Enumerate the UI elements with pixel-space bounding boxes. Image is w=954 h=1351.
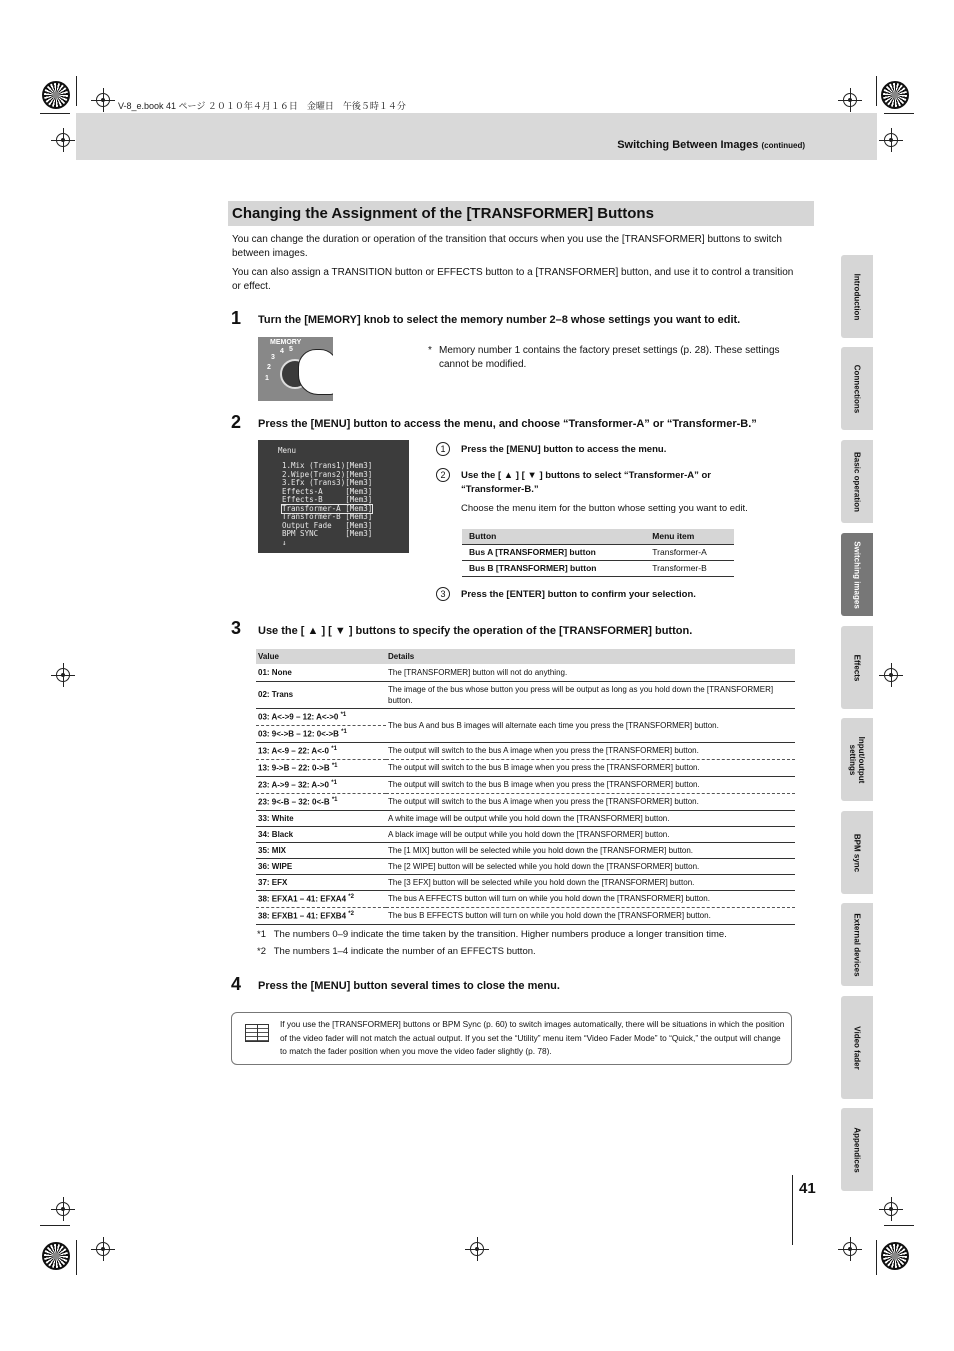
menu-screen-row: 2.Wipe(Trans2)[Mem3] (282, 469, 373, 479)
table-row (256, 842, 795, 858)
knob-number: 4 (280, 348, 284, 355)
menu-screen-row: Transformer-B [Mem3] (282, 512, 373, 521)
details-cell: The output will switch to the bus B image when you press the [TRANSFORMER] button. (386, 759, 795, 776)
details-cell: The image of the bus whose button you press will be output as long as you hold down the [TRANSFORMER] button. (386, 681, 795, 708)
substep-text: Press the [ENTER] button to confirm your selection. (461, 589, 696, 600)
knob-number: 3 (271, 354, 275, 361)
table-row (256, 907, 795, 924)
details-cell: A white image will be output while you hold down the [TRANSFORMER] button. (386, 810, 795, 826)
crop-mark (40, 1225, 70, 1226)
side-tab-label: Introduction (852, 273, 862, 320)
value-text: 23: 9<-B – 32: 0<-B (258, 797, 330, 807)
table-row (256, 708, 795, 725)
substep-text: Use the [ ▲ ] [ ▼ ] buttons to select “Transformer-A” or (461, 470, 711, 481)
footnote-text: The numbers 0–9 indicate the time taken by the transition. Higher numbers produce a longer transition time. (273, 929, 727, 940)
table-row (462, 544, 734, 560)
side-tab-bpm-sync[interactable] (841, 811, 873, 894)
value-cell (256, 776, 386, 793)
side-tab-label: External devices (852, 912, 862, 977)
side-tab-external-devices[interactable] (841, 903, 873, 986)
table-row (256, 858, 795, 874)
table-header-row (462, 529, 734, 544)
note-asterisk: * (428, 345, 432, 356)
registration-mark (884, 668, 898, 682)
table-row (462, 560, 734, 576)
value-cell (256, 759, 386, 776)
value-cell (256, 664, 386, 681)
registration-mark (56, 133, 70, 147)
substep-number: 1 (436, 442, 450, 456)
menu-screen-row-selected: Transformer-A [Mem3] (282, 503, 373, 513)
table-row (256, 890, 795, 907)
side-tab-label: Effects (852, 654, 862, 681)
step-text: Press the [MENU] button several times to close the menu. (258, 980, 560, 992)
menu-screen-title: Menu (278, 446, 297, 455)
side-tab-effects[interactable] (841, 626, 873, 709)
details-cell: The [2 WIPE] button will be selected while you hold down the [TRANSFORMER] button. (386, 858, 795, 874)
knob-number: 2 (267, 364, 271, 371)
table-row (256, 826, 795, 842)
step-text: Use the [ ▲ ] [ ▼ ] buttons to specify the operation of the [TRANSFORMER] button. (258, 625, 693, 637)
value-text: 38: EFXB1 – 41: EFXB4 (258, 911, 347, 921)
side-tab-introduction[interactable] (841, 255, 873, 338)
registration-sunburst-top-left (42, 81, 70, 109)
table-cell: Transformer-A (645, 544, 734, 560)
value-text: 38: EFXA1 – 41: EFXA4 (258, 894, 347, 904)
crop-mark (40, 113, 70, 114)
step-number: 4 (231, 974, 242, 994)
registration-mark (96, 1242, 110, 1256)
menu-screen-row: 1.Mix (Trans1)[Mem3] (282, 461, 373, 470)
footnote-ref: *1 (331, 797, 338, 804)
running-header-continued: (continued) (761, 141, 805, 150)
side-tab-switching-images[interactable] (841, 533, 873, 616)
registration-mark (843, 1242, 857, 1256)
hand-drawing (298, 349, 333, 395)
scroll-down-arrow: ↓ (282, 538, 287, 547)
menu-screen (258, 440, 409, 553)
table-header: Menu item (645, 529, 734, 544)
page-number: 41 (799, 1180, 816, 1197)
footnote-text: The numbers 1–4 indicate the number of an EFFECTS button. (273, 946, 536, 957)
table-header: Value (256, 649, 386, 664)
knob-number: 5 (289, 346, 293, 353)
value-details-table (256, 649, 795, 925)
value-cell (256, 681, 386, 708)
table-row (256, 681, 795, 708)
side-tab-label: Basic operation (852, 451, 862, 512)
step-number: 1 (231, 308, 242, 328)
side-tab-label: Connections (852, 364, 862, 413)
side-tab-label: BPM sync (852, 833, 862, 872)
substep-detail: Choose the menu item for the button whose setting you want to edit. (461, 503, 748, 514)
button-menu-table (462, 529, 734, 577)
intro-paragraph-1: You can change the duration or operation of the transition that occurs when you use the [TRANSFORMER] buttons to switch between images. (232, 234, 782, 259)
memo-text: If you use the [TRANSFORMER] buttons or BPM Sync (p. 60) to switch images automatically, there will be situations in which the position of the video fader will not match the actual output. If you set the “Utility” menu item “Video Fader Mode” to “Quick,” the output will change to match the fader position when you move the video fader slightly (p. 78). (280, 1019, 785, 1056)
value-text: 03: A<->9 – 12: A<->0 (258, 712, 339, 722)
table-header: Button (462, 529, 645, 544)
value-cell (256, 890, 386, 907)
table-row (256, 793, 795, 810)
footnote-mark: *1 (257, 929, 266, 940)
step1-note (428, 344, 798, 372)
details-cell: A black image will be output while you hold down the [TRANSFORMER] button. (386, 826, 795, 842)
footnote-ref: *1 (331, 746, 337, 753)
table-header: Details (386, 649, 795, 664)
registration-mark (56, 1202, 70, 1216)
value-cell (256, 826, 386, 842)
registration-mark (884, 133, 898, 147)
value-cell (256, 810, 386, 826)
footnote (257, 945, 536, 959)
crop-mark (884, 113, 914, 114)
substep-number: 3 (436, 587, 450, 601)
footnote-ref: *2 (348, 894, 354, 901)
knob-label: MEMORY (270, 339, 302, 346)
footnote-ref: *1 (341, 729, 347, 736)
crop-mark (876, 1240, 877, 1275)
memo-book-icon (245, 1024, 269, 1042)
crop-mark (76, 76, 77, 106)
footnote-ref: *2 (348, 911, 354, 918)
value-cell (256, 874, 386, 890)
value-cell (256, 742, 386, 759)
table-row (256, 776, 795, 793)
menu-screen-row: Effects-A [Mem3] (282, 486, 373, 496)
substep-text: “Transformer-B.” (461, 484, 539, 495)
knob-number: 1 (265, 375, 269, 382)
side-tab-label: Appendices (852, 1126, 862, 1173)
step-number: 3 (231, 618, 242, 638)
value-cell (256, 858, 386, 874)
table-row (256, 742, 795, 759)
menu-screen-row: Output Fade [Mem3] (282, 520, 373, 530)
side-tab-connections[interactable] (841, 347, 873, 430)
crop-mark (76, 1240, 77, 1275)
running-header-text: Switching Between Images (617, 139, 759, 151)
registration-mark (843, 93, 857, 107)
print-job-line: V-8_e.book 41 ページ ２０１０年４月１６日 金曜日 午後５時１４分 (118, 101, 406, 111)
registration-sunburst-top-right (881, 81, 909, 109)
value-text: 33: White (258, 813, 294, 823)
step-text: Turn the [MEMORY] knob to select the memory number 2–8 whose settings you want to edit. (258, 314, 741, 326)
registration-mark (56, 668, 70, 682)
details-cell: The output will switch to the bus B image when you press the [TRANSFORMER] button. (386, 776, 795, 793)
details-cell: The bus A EFFECTS button will turn on while you hold down the [TRANSFORMER] button. (386, 890, 795, 907)
details-cell: The output will switch to the bus A image when you press the [TRANSFORMER] button. (386, 742, 795, 759)
registration-mark (96, 93, 110, 107)
side-tab-appendices[interactable] (841, 1108, 873, 1191)
table-row (256, 810, 795, 826)
side-tab-basic-operation[interactable] (841, 440, 873, 523)
table-row (256, 664, 795, 681)
substep-number: 2 (436, 468, 450, 482)
value-text: 01: None (258, 667, 292, 677)
value-cell (256, 907, 386, 924)
value-text: 13: 9->B – 22: 0->B (258, 763, 330, 773)
table-cell: Bus A [TRANSFORMER] button (462, 544, 645, 560)
table-row (256, 759, 795, 776)
value-text: 37: EFX (258, 877, 288, 887)
memo-box (231, 1012, 792, 1065)
value-cell (256, 842, 386, 858)
value-text: 36: WIPE (258, 861, 293, 871)
value-cell (256, 708, 386, 725)
value-text: 35: MIX (258, 845, 287, 855)
details-cell: The output will switch to the bus A image when you press the [TRANSFORMER] button. (386, 793, 795, 810)
side-tab-video-fader[interactable] (841, 996, 873, 1099)
running-header-title (617, 139, 805, 151)
footnote (257, 928, 727, 942)
menu-screen-row: 3.Efx (Trans3)[Mem3] (282, 478, 373, 487)
details-cell: The [1 MIX] button will be selected while you hold down the [TRANSFORMER] button. (386, 842, 795, 858)
side-tab-label: Switching images (852, 540, 862, 609)
registration-mark (470, 1242, 484, 1256)
note-text: Memory number 1 contains the factory preset settings (p. 28). These settings cannot be modified. (439, 345, 780, 370)
crop-mark (876, 76, 877, 106)
substep-text: Press the [MENU] button to access the menu. (461, 444, 667, 455)
details-cell: The [TRANSFORMER] button will not do anything. (386, 664, 795, 681)
registration-sunburst-bottom-left (42, 1242, 70, 1270)
footnote-ref: *1 (331, 780, 337, 787)
side-tab-input-output-settings[interactable] (841, 718, 873, 801)
value-text: 34: Black (258, 829, 294, 839)
table-cell: Transformer-B (645, 560, 734, 576)
footnote-mark: *2 (257, 946, 266, 957)
value-cell (256, 793, 386, 810)
step-number: 2 (231, 412, 242, 432)
table-header-row (256, 649, 795, 664)
side-tab-label: Video fader (852, 1025, 862, 1070)
details-cell: The bus B EFFECTS button will turn on while you hold down the [TRANSFORMER] button. (386, 907, 795, 924)
details-cell: The [3 EFX] button will be selected while you hold down the [TRANSFORMER] button. (386, 874, 795, 890)
menu-screen-row: BPM SYNC [Mem3] (282, 529, 373, 538)
table-cell: Bus B [TRANSFORMER] button (462, 560, 645, 576)
value-cell (256, 725, 386, 742)
footnote-ref: *1 (331, 763, 338, 770)
value-text: 13: A<-9 – 22: A<-0 (258, 746, 329, 756)
value-text: 03: 9<->B – 12: 0<->B (258, 729, 339, 739)
value-text: 02: Trans (258, 690, 294, 699)
registration-sunburst-bottom-right (881, 1242, 909, 1270)
details-cell: The bus A and bus B images will alternate each time you press the [TRANSFORMER] button. (386, 708, 795, 742)
step-text: Press the [MENU] button to access the menu, and choose “Transformer-A” or “Transformer-B.” (258, 418, 757, 430)
page-number-rule (792, 1175, 793, 1245)
running-header (76, 113, 877, 160)
section-title: Changing the Assignment of the [TRANSFORMER] Buttons (228, 201, 814, 226)
side-tab-label: Input/output settings (848, 736, 866, 783)
menu-screen-row: Effects-B [Mem3] (282, 495, 373, 504)
memory-knob-illustration (258, 337, 333, 401)
footnote-ref: *1 (340, 712, 347, 719)
intro-paragraph-2: You can also assign a TRANSITION button or EFFECTS button to a [TRANSFORMER] button, and use it to control a transition or effect. (232, 267, 794, 292)
crop-mark (884, 1225, 914, 1226)
registration-mark (884, 1202, 898, 1216)
table-row (256, 874, 795, 890)
value-text: 23: A->9 – 32: A->0 (258, 780, 329, 790)
